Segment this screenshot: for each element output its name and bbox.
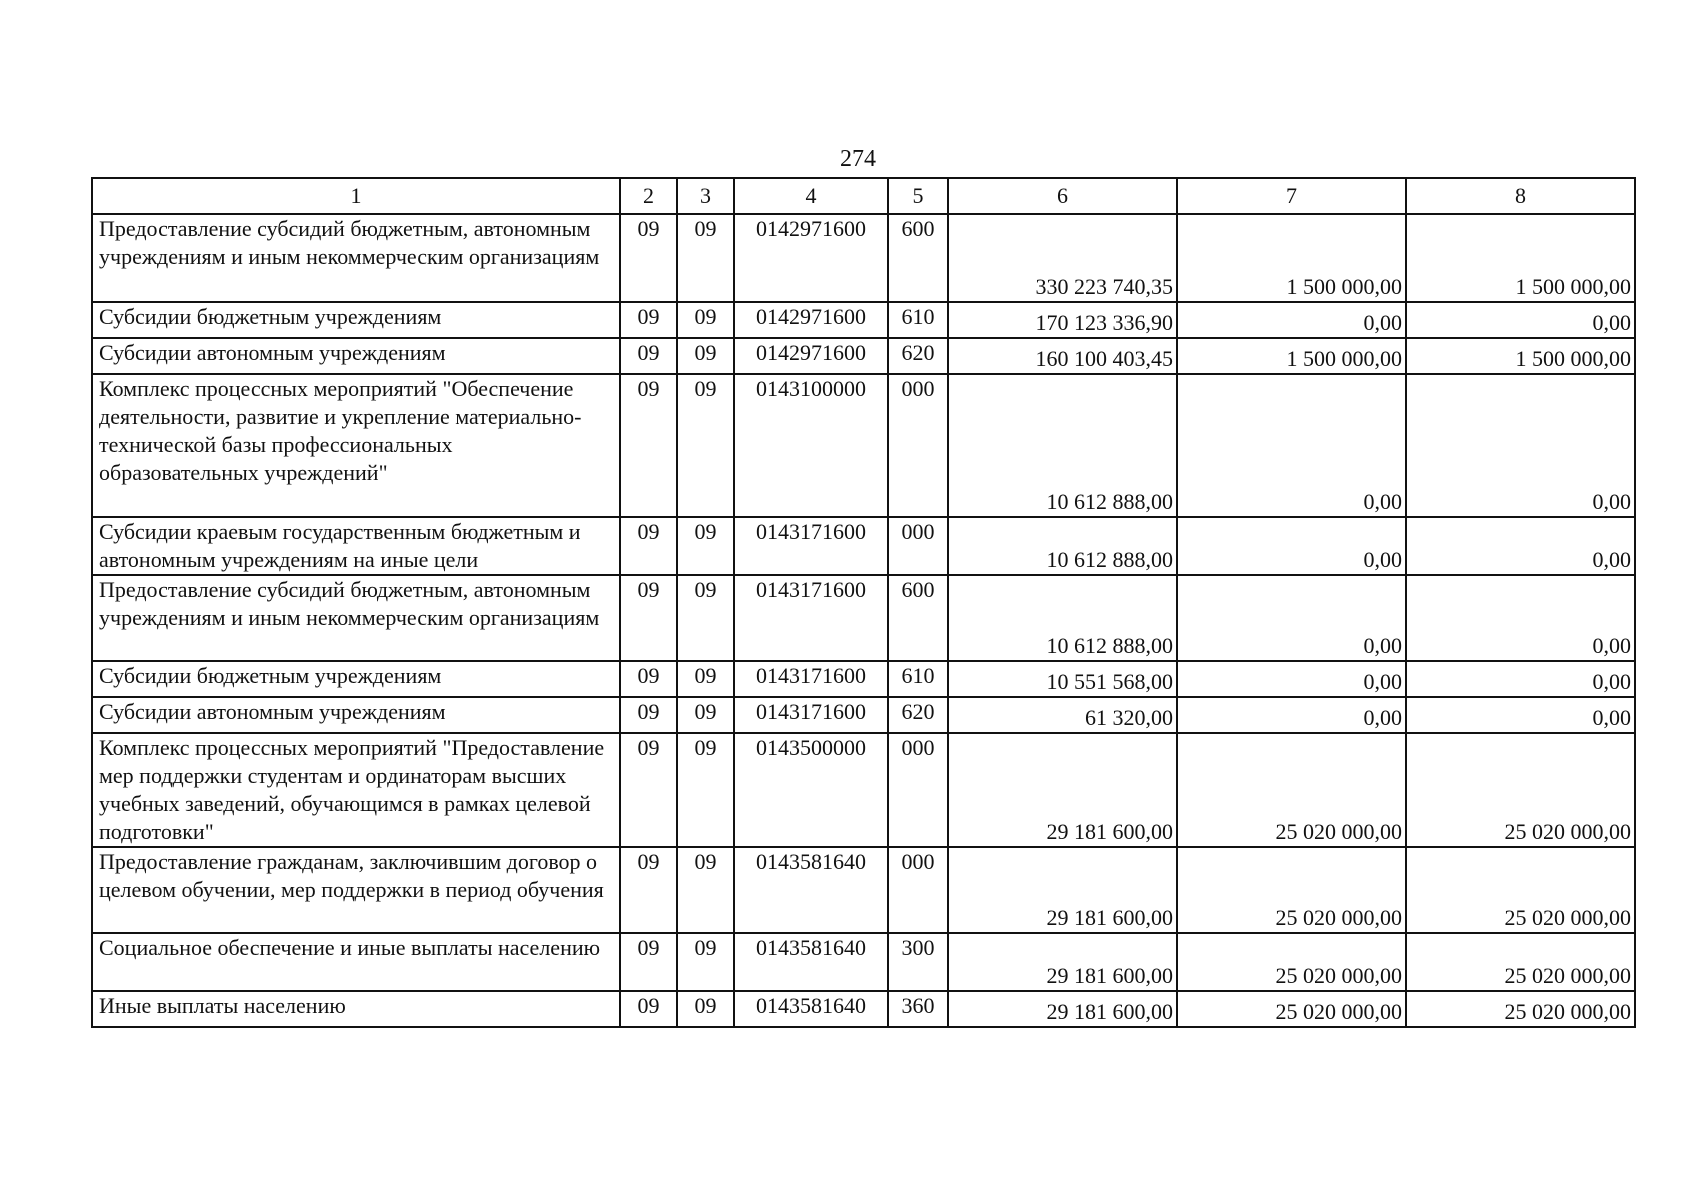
row-amount-8: 25 020 000,00 bbox=[1406, 933, 1635, 991]
row-expense-type: 610 bbox=[888, 661, 948, 697]
row-amount-7: 0,00 bbox=[1177, 697, 1406, 733]
row-section: 09 bbox=[620, 661, 677, 697]
row-amount-6: 29 181 600,00 bbox=[948, 733, 1177, 847]
row-name: Иные выплаты населению bbox=[92, 991, 620, 1027]
row-section: 09 bbox=[620, 847, 677, 933]
row-section: 09 bbox=[620, 697, 677, 733]
row-expense-type: 620 bbox=[888, 697, 948, 733]
header-cell: 6 bbox=[948, 178, 1177, 214]
row-section: 09 bbox=[620, 517, 677, 575]
row-name: Субсидии автономным учреждениям bbox=[92, 697, 620, 733]
row-target-code: 0143100000 bbox=[734, 374, 888, 517]
row-name: Социальное обеспечение и иные выплаты населению bbox=[92, 933, 620, 991]
table-row bbox=[92, 661, 1635, 697]
row-expense-type: 620 bbox=[888, 338, 948, 374]
row-subsection: 09 bbox=[677, 338, 734, 374]
table-row bbox=[92, 933, 1635, 991]
row-amount-8: 25 020 000,00 bbox=[1406, 847, 1635, 933]
header-cell: 1 bbox=[92, 178, 620, 214]
row-subsection: 09 bbox=[677, 933, 734, 991]
row-amount-8: 25 020 000,00 bbox=[1406, 991, 1635, 1027]
row-target-code: 0142971600 bbox=[734, 214, 888, 302]
row-subsection: 09 bbox=[677, 733, 734, 847]
row-section: 09 bbox=[620, 933, 677, 991]
row-section: 09 bbox=[620, 302, 677, 338]
table-row bbox=[92, 847, 1635, 933]
table-row bbox=[92, 374, 1635, 517]
row-expense-type: 600 bbox=[888, 214, 948, 302]
row-subsection: 09 bbox=[677, 214, 734, 302]
row-expense-type: 360 bbox=[888, 991, 948, 1027]
table-row bbox=[92, 575, 1635, 661]
page-number: 274 bbox=[840, 146, 876, 172]
table-row bbox=[92, 991, 1635, 1027]
row-expense-type: 300 bbox=[888, 933, 948, 991]
row-amount-6: 10 551 568,00 bbox=[948, 661, 1177, 697]
header-cell: 3 bbox=[677, 178, 734, 214]
row-amount-6: 160 100 403,45 bbox=[948, 338, 1177, 374]
row-target-code: 0143500000 bbox=[734, 733, 888, 847]
row-expense-type: 000 bbox=[888, 374, 948, 517]
row-amount-8: 0,00 bbox=[1406, 661, 1635, 697]
row-section: 09 bbox=[620, 338, 677, 374]
header-cell: 7 bbox=[1177, 178, 1406, 214]
row-amount-6: 10 612 888,00 bbox=[948, 517, 1177, 575]
row-subsection: 09 bbox=[677, 847, 734, 933]
row-section: 09 bbox=[620, 214, 677, 302]
row-amount-7: 1 500 000,00 bbox=[1177, 214, 1406, 302]
table-header-row bbox=[92, 178, 1635, 214]
row-target-code: 0143581640 bbox=[734, 991, 888, 1027]
header-cell: 8 bbox=[1406, 178, 1635, 214]
row-section: 09 bbox=[620, 374, 677, 517]
row-expense-type: 000 bbox=[888, 733, 948, 847]
row-amount-7: 25 020 000,00 bbox=[1177, 991, 1406, 1027]
row-name: Предоставление гражданам, заключившим договор о целевом обучении, мер поддержки в период обучения bbox=[92, 847, 620, 933]
row-name: Субсидии бюджетным учреждениям bbox=[92, 661, 620, 697]
header-cell: 4 bbox=[734, 178, 888, 214]
row-amount-8: 1 500 000,00 bbox=[1406, 214, 1635, 302]
row-name: Комплекс процессных мероприятий "Обеспечение деятельности, развитие и укрепление материально-технической базы профессиональных образовательных учреждений" bbox=[92, 374, 620, 517]
row-name: Субсидии краевым государственным бюджетным и автономным учреждениям на иные цели bbox=[92, 517, 620, 575]
header-cell: 5 bbox=[888, 178, 948, 214]
row-name: Предоставление субсидий бюджетным, автономным учреждениям и иным некоммерческим организациям bbox=[92, 575, 620, 661]
row-amount-7: 0,00 bbox=[1177, 661, 1406, 697]
row-amount-7: 25 020 000,00 bbox=[1177, 933, 1406, 991]
row-expense-type: 600 bbox=[888, 575, 948, 661]
row-target-code: 0143171600 bbox=[734, 575, 888, 661]
row-amount-7: 0,00 bbox=[1177, 374, 1406, 517]
row-section: 09 bbox=[620, 575, 677, 661]
row-target-code: 0142971600 bbox=[734, 338, 888, 374]
table-row bbox=[92, 697, 1635, 733]
row-target-code: 0142971600 bbox=[734, 302, 888, 338]
row-amount-8: 0,00 bbox=[1406, 697, 1635, 733]
row-amount-8: 0,00 bbox=[1406, 302, 1635, 338]
row-amount-8: 1 500 000,00 bbox=[1406, 338, 1635, 374]
row-amount-6: 330 223 740,35 bbox=[948, 214, 1177, 302]
row-target-code: 0143171600 bbox=[734, 517, 888, 575]
row-name: Субсидии автономным учреждениям bbox=[92, 338, 620, 374]
row-target-code: 0143581640 bbox=[734, 847, 888, 933]
header-cell: 2 bbox=[620, 178, 677, 214]
row-target-code: 0143171600 bbox=[734, 697, 888, 733]
row-subsection: 09 bbox=[677, 302, 734, 338]
row-subsection: 09 bbox=[677, 991, 734, 1027]
budget-table bbox=[91, 177, 1636, 1028]
row-amount-6: 29 181 600,00 bbox=[948, 847, 1177, 933]
row-expense-type: 000 bbox=[888, 847, 948, 933]
row-amount-6: 10 612 888,00 bbox=[948, 575, 1177, 661]
row-subsection: 09 bbox=[677, 374, 734, 517]
table-row bbox=[92, 338, 1635, 374]
row-subsection: 09 bbox=[677, 575, 734, 661]
row-subsection: 09 bbox=[677, 697, 734, 733]
row-amount-7: 0,00 bbox=[1177, 302, 1406, 338]
table-row bbox=[92, 517, 1635, 575]
table-row bbox=[92, 214, 1635, 302]
row-amount-6: 61 320,00 bbox=[948, 697, 1177, 733]
row-section: 09 bbox=[620, 991, 677, 1027]
row-amount-6: 170 123 336,90 bbox=[948, 302, 1177, 338]
row-name: Предоставление субсидий бюджетным, автономным учреждениям и иным некоммерческим организациям bbox=[92, 214, 620, 302]
row-amount-7: 1 500 000,00 bbox=[1177, 338, 1406, 374]
row-amount-7: 25 020 000,00 bbox=[1177, 733, 1406, 847]
row-target-code: 0143171600 bbox=[734, 661, 888, 697]
row-subsection: 09 bbox=[677, 661, 734, 697]
row-amount-7: 0,00 bbox=[1177, 517, 1406, 575]
row-subsection: 09 bbox=[677, 517, 734, 575]
row-amount-8: 25 020 000,00 bbox=[1406, 733, 1635, 847]
row-amount-7: 25 020 000,00 bbox=[1177, 847, 1406, 933]
row-section: 09 bbox=[620, 733, 677, 847]
row-amount-6: 29 181 600,00 bbox=[948, 991, 1177, 1027]
row-name: Субсидии бюджетным учреждениям bbox=[92, 302, 620, 338]
row-amount-8: 0,00 bbox=[1406, 575, 1635, 661]
row-name: Комплекс процессных мероприятий "Предоставление мер поддержки студентам и ординаторам высших учебных заведений, обучающимся в рамках целевой подготовки" bbox=[92, 733, 620, 847]
row-amount-6: 29 181 600,00 bbox=[948, 933, 1177, 991]
row-amount-8: 0,00 bbox=[1406, 374, 1635, 517]
row-amount-8: 0,00 bbox=[1406, 517, 1635, 575]
row-expense-type: 000 bbox=[888, 517, 948, 575]
row-amount-6: 10 612 888,00 bbox=[948, 374, 1177, 517]
table-row bbox=[92, 302, 1635, 338]
table-row bbox=[92, 733, 1635, 847]
row-expense-type: 610 bbox=[888, 302, 948, 338]
row-target-code: 0143581640 bbox=[734, 933, 888, 991]
row-amount-7: 0,00 bbox=[1177, 575, 1406, 661]
